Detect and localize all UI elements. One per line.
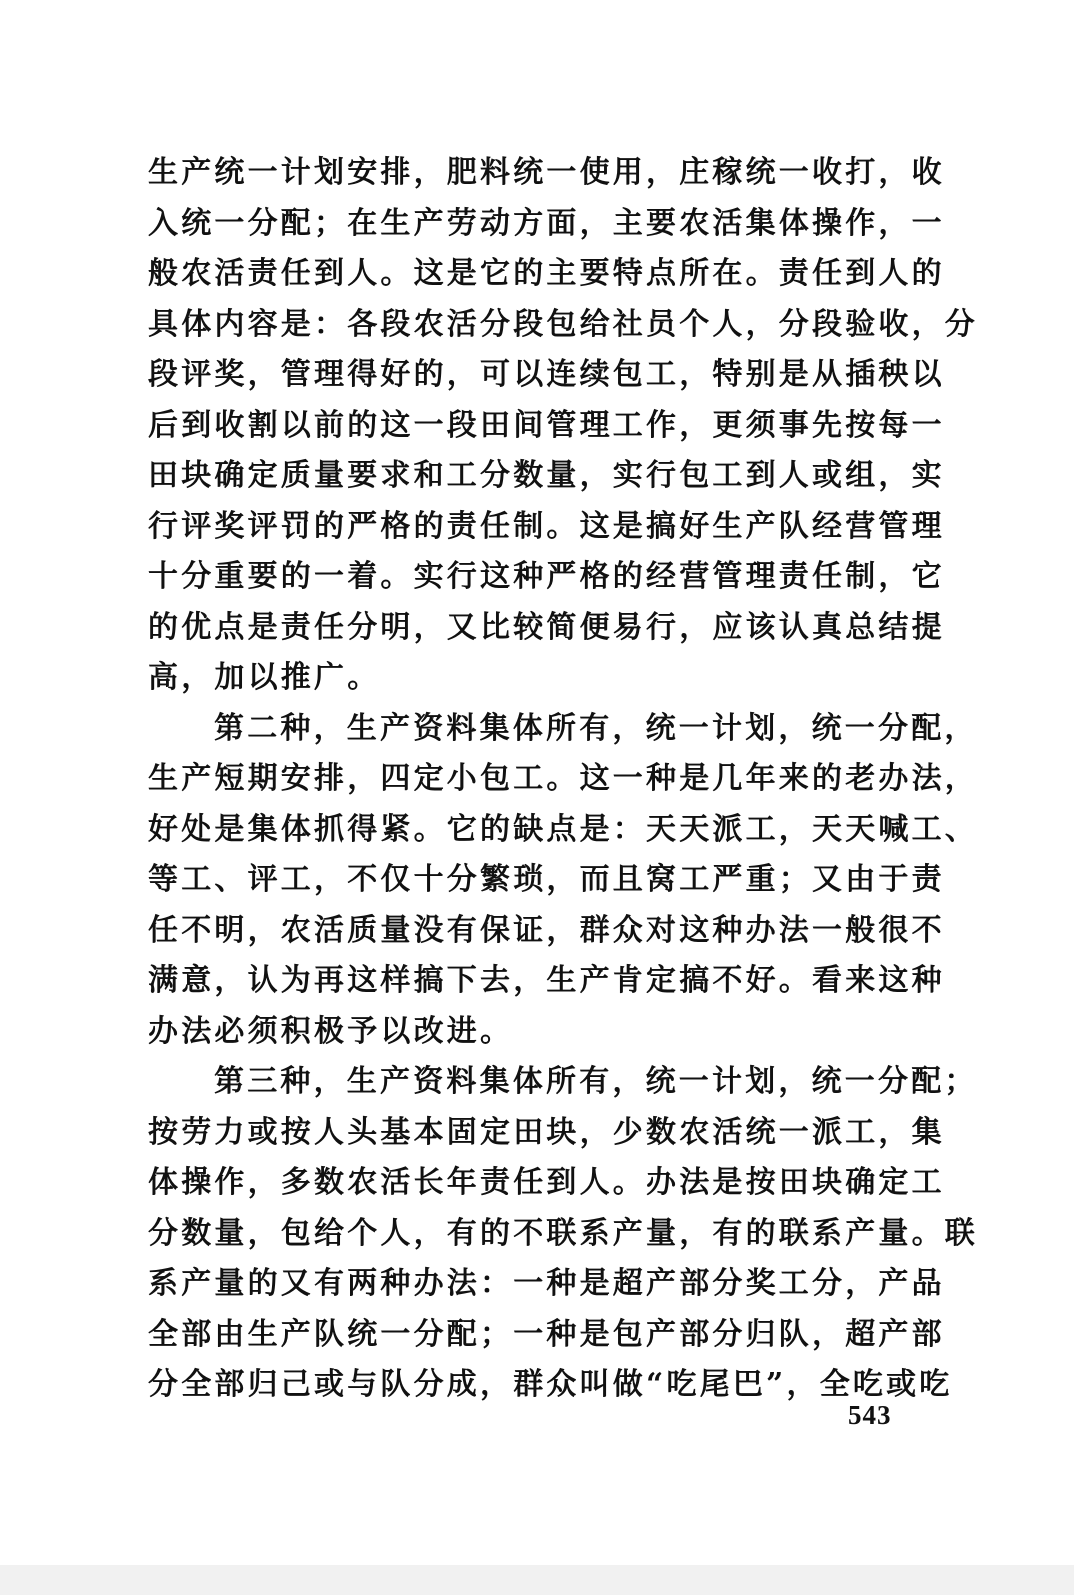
text-line: 高，加以推广。 [148,660,381,695]
text-line: 后到收割以前的这一段田间管理工作，更须事先按每一 [148,407,945,443]
text-line: 般农活责任到人。这是它的主要特点所在。责任到人的 [148,256,945,291]
text-line: 具体内容是：各段农活分段包给社员个人，分段验收，分 [148,306,978,342]
paragraph-start-line: 第三种，生产资料集体所有，统一计划，统一分配； [214,1064,978,1099]
text-line: 十分重要的一着。实行这种严格的经营管理责任制，它 [148,559,945,594]
text-line: 的优点是责任分明，又比较简便易行，应该认真总结提 [148,609,945,645]
text-line: 分全部归己或与队分成，群众叫做“吃尾巴”，全吃或吃 [148,1367,953,1402]
text-line: 生产统一计划安排，肥料统一使用，庄稼统一收打，收 [148,155,945,190]
body-text [148,148,978,1411]
text-line: 全部由生产队统一分配；一种是包产部分归队，超产部 [148,1316,945,1352]
text-line: 办法必须积极予以改进。 [148,1013,514,1049]
text-line: 分数量，包给个人，有的不联系产量，有的联系产量。联 [148,1215,978,1251]
text-line: 体操作，多数农活长年责任到人。办法是按田块确定工 [148,1165,945,1200]
text-line: 任不明，农活质量没有保证，群众对这种办法一般很不 [148,912,945,948]
text-line: 等工、评工，不仅十分繁琐，而且窝工严重；又由于责 [148,862,945,897]
text-line: 田块确定质量要求和工分数量，实行包工到人或组，实 [148,458,945,493]
page-number: 543 [848,1400,892,1430]
text-line: 入统一分配；在生产劳动方面，主要农活集体操作，一 [148,205,945,241]
text-line: 满意，认为再这样搞下去，生产肯定搞不好。看来这种 [148,963,945,998]
paragraph-start-line: 第二种，生产资料集体所有，统一计划，统一分配， [214,710,978,746]
text-line: 段评奖，管理得好的，可以连续包工，特别是从插秧以 [148,357,945,392]
text-line: 系产量的又有两种办法：一种是超产部分奖工分，产品 [148,1266,945,1301]
viewer-bottom-strip [0,1565,1074,1595]
text-line: 按劳力或按人头基本固定田块，少数农活统一派工，集 [148,1114,945,1150]
text-line: 生产短期安排，四定小包工。这一种是几年来的老办法， [148,761,978,796]
text-line: 行评奖评罚的严格的责任制。这是搞好生产队经营管理 [148,508,945,544]
text-line: 好处是集体抓得紧。它的缺点是：天天派工，天天喊工、 [148,811,978,847]
